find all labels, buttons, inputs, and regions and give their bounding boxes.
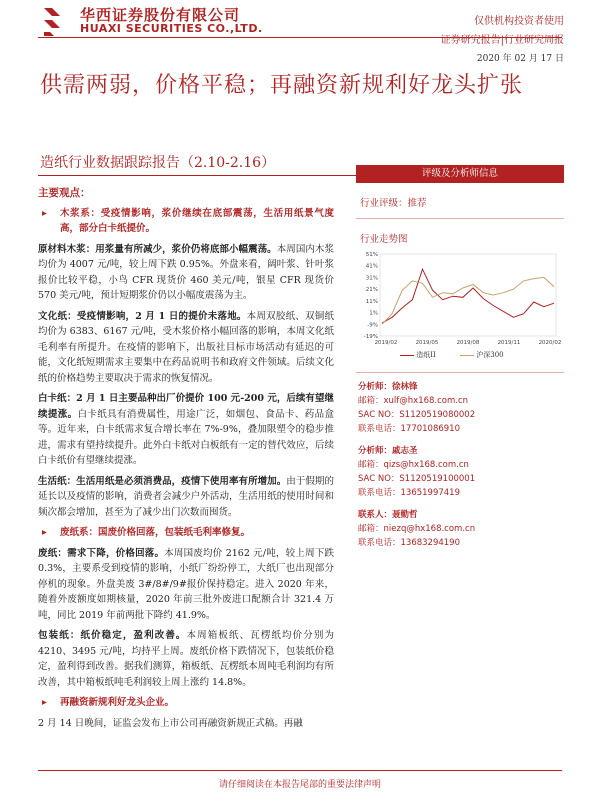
analyst-card — [356, 444, 564, 500]
series-line-hs300 — [382, 277, 554, 324]
y-tick-label: -19% — [363, 334, 378, 340]
x-tick-label: 2019/02 — [374, 340, 398, 346]
paragraph-refinancing: 2 月 14 日晚间，证监会发布上市公司再融资新规正式稿。再融 — [38, 717, 303, 729]
y-tick-label: 21% — [365, 287, 378, 294]
legend-item — [400, 350, 436, 360]
report-date: 2020 年 02 月 17 日 — [476, 54, 564, 64]
analyst-sac: SAC NO：S1120519080002 — [358, 410, 476, 420]
trend-chart-label: 行业走势图 — [360, 234, 408, 245]
paragraph-text: 本周双胶纸、双铜纸均价为 6383、6167 元/吨，受木浆价格小幅回落的影响，本周文化纸毛利率有所提升。在疫情的影响下，出版社目标市场活动有延迟的可能，文化纸短期需求主要集中在药品说明书和政府文件领域。后续文化纸的价格趋势主要取决于需求的恢复情况。 — [38, 310, 334, 384]
analyst-name: 分析师：戚志圣 — [358, 446, 418, 456]
paragraph-white-card — [38, 391, 334, 469]
paragraph-text: 本周箱板纸、瓦楞纸均价分别为 4210、3495 元/吨，均持平上周。废纸价格下跌情况下，包装纸价稳定，盈利得到改善。据我们测算，箱板纸、瓦楞纸本周吨毛利润均有所改善，其中箱板纸吨毛利润较上周上涨约 14.8%。 — [38, 630, 334, 688]
paragraph-lead: 文化纸：受疫情影响，2 月 1 日的提价未落地。 — [38, 310, 247, 322]
paragraph-lead: 废纸：需求下降，价格回落。 — [38, 547, 165, 559]
report-title: 供需两弱，价格平稳；再融资新规利好龙头扩张 — [40, 73, 524, 98]
y-tick-label: 51% — [365, 252, 378, 258]
paragraph-pulp — [38, 242, 334, 304]
company-name-en: HUAXI SECURITIES CO.,LTD. — [80, 22, 263, 35]
y-tick-label: 31% — [365, 275, 378, 282]
paragraph-text: 本周国废均价 2162 元/吨，较上周下跌 0.3%，主要系受到疫情的影响，小纸厂纷纷停工，大纸厂也出现部分停机的现象。外盘美废 3#/8#/9#报价保持稳定。进入 2020 年来，随着外废额度如期核量，2020 年前三批外废进口配额合计 321.4 万吨，同比 2019 年前两批下降约 41.9%。 — [38, 547, 334, 621]
report-subtitle: 造纸行业数据跟踪报告（2.10-2.16） — [40, 155, 276, 171]
paragraph-lead: 原材料木浆：用浆量有所减少，浆价仍将底部小幅震荡。 — [38, 243, 277, 255]
legend-label: 造纸II — [416, 351, 436, 359]
footer-rule — [38, 770, 562, 771]
x-tick-label: 2019/11 — [497, 340, 521, 346]
paragraph-culture-paper — [38, 309, 334, 387]
y-tick-label: 1% — [369, 310, 378, 317]
paragraph-packaging — [38, 628, 334, 690]
bullet-refinancing: ▸ 再融资新规利好龙头企业。 — [38, 695, 334, 711]
audience-note: 仅供机构投资者使用 — [474, 16, 564, 27]
legend-label: 沪深300 — [476, 351, 504, 359]
company-name-cn: 华西证券股份有限公司 — [80, 6, 241, 24]
contact-phone: 联系电话：13683294190 — [358, 538, 460, 548]
report-type: 证券研究报告|行业研究周报 — [440, 35, 564, 46]
analyst-name: 分析师：徐林锋 — [358, 382, 418, 392]
paragraph-tissue — [38, 474, 334, 521]
sidebar-rule — [356, 372, 564, 373]
analyst-email[interactable]: 邮箱：xulf@hx168.com.cn — [358, 396, 469, 406]
contact-email[interactable]: 邮箱：niezq@hx168.com.cn — [358, 524, 476, 534]
series-line-paper — [382, 269, 554, 323]
contact-name: 联系人：聂勤哲 — [358, 510, 418, 520]
legend-item — [460, 350, 504, 360]
paragraph-lead: 生活纸：生活用纸是必须消费品，疫情下使用率有所增加。 — [38, 475, 287, 487]
huaxi-logo-icon — [40, 6, 64, 36]
analyst-card — [356, 508, 564, 550]
analyst-email[interactable]: 邮箱：qizs@hx168.com.cn — [358, 460, 469, 470]
subtitle-rule — [38, 175, 356, 176]
paragraph-text: 本周国内木浆均价为 4007 元/吨，较上周下跌 0.95%。外盘来看，阔叶浆、针叶浆报价比较平稳，小鸟 CFR 现货价 460 美元/吨，银星 CFR 现货价 570 美元/吨，预计短期浆价仍以小幅度震荡为主。 — [38, 243, 334, 301]
paragraph-waste-paper — [38, 546, 334, 624]
analyst-phone: 联系电话：13651997419 — [358, 488, 460, 498]
paragraph-text: 由于假期的延长以及疫情的影响，消费者会减少户外活动，生活用纸的使用时间和频次都会增加，甚至为了减少出门次数而囤货。 — [38, 475, 334, 518]
paragraph-lead: 包装纸：纸价稳定，盈利改善。 — [38, 630, 187, 641]
analyst-card — [356, 380, 564, 436]
sidebar — [356, 165, 564, 245]
chart-legend — [400, 350, 504, 360]
analyst-list — [356, 380, 564, 558]
plot-frame — [380, 254, 556, 336]
y-tick-label: 41% — [365, 263, 378, 270]
analyst-phone: 联系电话：17701086910 — [358, 424, 460, 434]
bullet-pulp: ▸ 木浆系：受疫情影响，浆价继续在底部震荡，生活用纸景气度高，部分白卡纸提价。 — [38, 206, 334, 237]
y-tick-label: -9% — [367, 322, 378, 329]
paragraph-text: 白卡纸具有消费属性，用途广泛，如烟包、食品卡、药品盒等。近年来，白卡纸需求复合增长率在 7%-9%，叠加限塑令的稳步推进，需求有望持续提升。此外白卡纸对白板纸有一定的替代效应，后续白卡纸价有望继续提涨。 — [38, 408, 334, 466]
paragraph-lead: 白卡纸：2 月 1 日主要品种出厂价提价 100 元-200 元，后续有望继续提涨。 — [38, 393, 334, 420]
footer-notice: 请仔细阅读在本报告尾部的重要法律声明 — [218, 780, 381, 790]
industry-rating: 行业评级：推荐 — [356, 195, 564, 219]
section-heading: 主要观点： — [38, 187, 91, 199]
y-tick-label: 11% — [365, 298, 378, 305]
main-content — [38, 186, 334, 736]
sidebar-title: 评级及分析师信息 — [356, 165, 564, 183]
bullet-waste-paper: ▸ 废纸系：国废价格回落，包装纸毛利率修复。 — [38, 525, 334, 541]
analyst-sac: SAC NO：S1120519100001 — [358, 474, 476, 484]
x-tick-label: 2019/05 — [415, 340, 439, 346]
x-tick-label: 2019/08 — [456, 340, 480, 346]
x-tick-label: 2020/02 — [538, 340, 562, 346]
